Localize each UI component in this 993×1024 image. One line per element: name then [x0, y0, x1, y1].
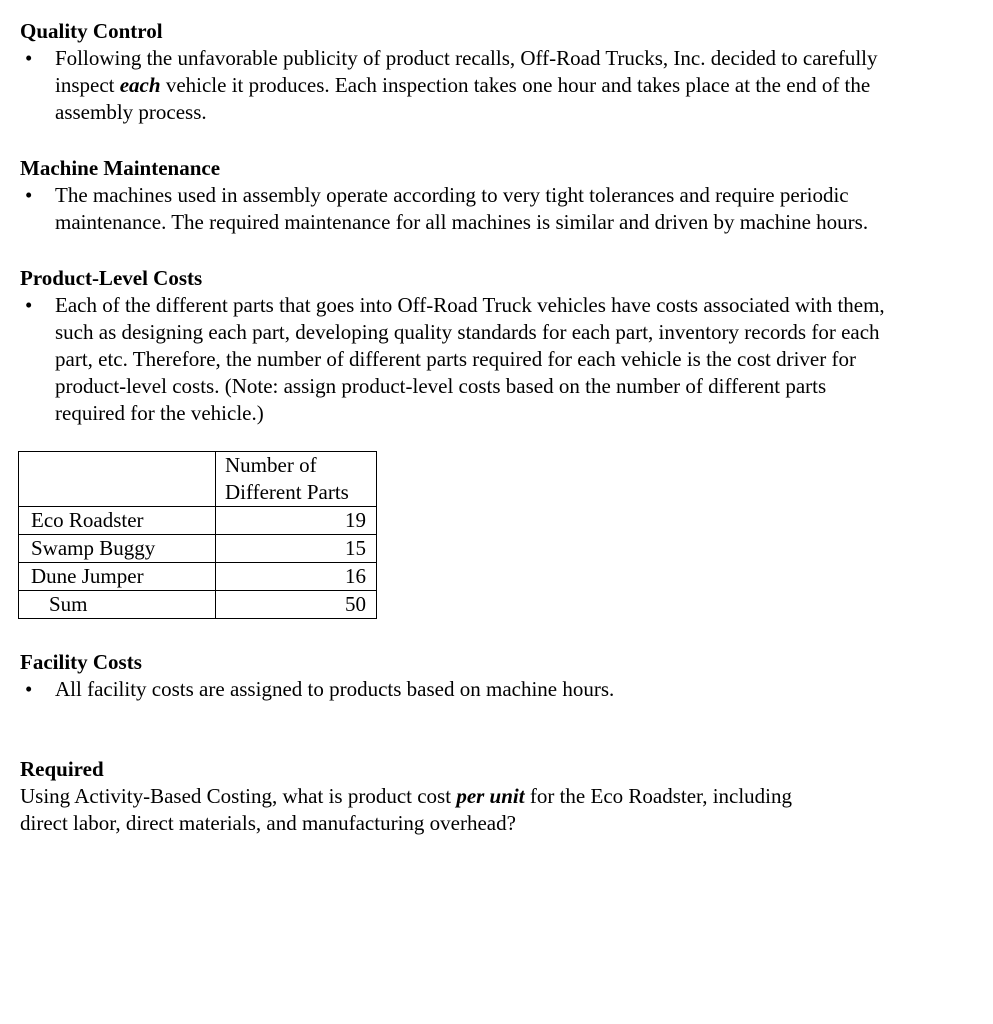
table-sum-label: Sum: [19, 591, 216, 619]
table-header-line2: Different Parts: [225, 480, 349, 504]
quality-control-section: [20, 18, 970, 126]
required-heading: Required: [20, 757, 104, 781]
required-text-before: Using Activity-Based Costing, what is product cost: [20, 784, 457, 808]
table-row-label: Swamp Buggy: [19, 535, 216, 563]
table-header-line1: Number of: [225, 453, 317, 477]
bullet-icon: •: [25, 293, 33, 317]
table-row-value: 16: [216, 563, 377, 591]
required-emphasis: per unit: [456, 784, 525, 808]
required-question-text: [20, 783, 820, 837]
table-row-value: 15: [216, 535, 377, 563]
table-header-empty-cell: [19, 452, 216, 507]
product-level-costs-heading: Product-Level Costs: [20, 266, 203, 290]
quality-control-emphasis: each: [119, 73, 161, 97]
facility-costs-section: [20, 649, 970, 703]
machine-maintenance-section: [20, 155, 970, 236]
table-sum-value: 50: [216, 591, 377, 619]
quality-control-text: [55, 45, 905, 126]
quality-control-heading: Quality Control: [20, 19, 163, 43]
machine-maintenance-heading: Machine Maintenance: [20, 156, 221, 180]
product-level-costs-bullet-item: [20, 292, 885, 427]
product-level-costs-text: Each of the different parts that goes into Off-Road Truck vehicles have costs associated with them, such as designing each part, developing quality standards for each part, inventory records for each part, etc. Therefore, the number of different parts required for each vehicle is the cost driver for product-level costs. (Note: assign product-level costs based on the number of different parts required for the vehicle.): [55, 293, 885, 425]
table-row: [19, 563, 377, 591]
bullet-icon: •: [25, 183, 33, 207]
machine-maintenance-text: The machines used in assembly operate according to very tight tolerances and require periodic maintenance. The required maintenance for all machines is similar and driven by machine hours.: [55, 183, 869, 234]
table-sum-row: [19, 591, 377, 619]
bullet-icon: •: [25, 46, 33, 70]
machine-maintenance-bullet-item: [20, 182, 875, 236]
product-level-costs-section: [20, 265, 970, 427]
facility-costs-heading: Facility Costs: [20, 650, 142, 674]
table-row-value: 19: [216, 507, 377, 535]
required-text-after: for the Eco Roadster, including direct labor, direct materials, and manufacturing overhead?: [20, 784, 793, 835]
quality-control-bullet-item: [20, 45, 905, 126]
required-section: [20, 756, 970, 837]
table-row-label: Dune Jumper: [19, 563, 216, 591]
table-row: [19, 535, 377, 563]
quality-control-text-after: vehicle it produces. Each inspection takes one hour and takes place at the end of the assembly process.: [55, 73, 871, 124]
facility-costs-text: All facility costs are assigned to products based on machine hours.: [55, 677, 615, 701]
table-header-cell: [216, 452, 377, 507]
table-row-label: Eco Roadster: [19, 507, 216, 535]
quality-control-text-before: Following the unfavorable publicity of product recalls, Off-Road Trucks, Inc. decided to carefully inspect: [55, 46, 878, 97]
table-row: [19, 507, 377, 535]
document-page: [20, 18, 970, 837]
facility-costs-bullet-item: [20, 676, 905, 703]
different-parts-table: [18, 451, 377, 619]
table-header-row: [19, 452, 377, 507]
bullet-icon: •: [25, 677, 33, 701]
